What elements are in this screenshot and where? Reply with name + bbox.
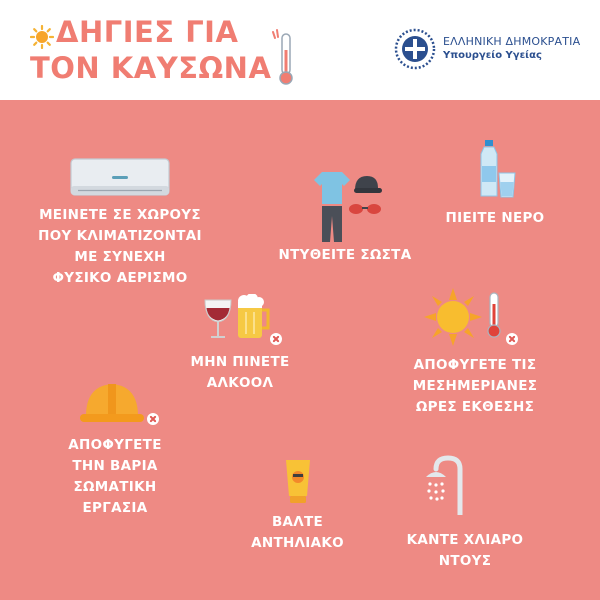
sunscreen-icon [284,458,312,504]
thermometer-icon [270,28,296,88]
tip-sun-label: ΑΠΟΦΥΓΕΤΕ ΤΙΣ ΜΕΣΗΜΕΡΙΑΝΕΣ ΩΡΕΣ ΕΚΘΕΣΗΣ [412,357,538,415]
tip-alcohol-label: ΜΗΝ ΠΙΝΕΤΕ ΑΛΚΟΟΛ [190,354,290,391]
cap-icon [352,174,382,196]
thermometer-icon [486,292,502,338]
air-conditioner-icon [70,158,170,198]
tip-work-label: ΑΠΟΦΥΓΕΤΕ ΤΗΝ ΒΑΡΙΑ ΣΩΜΑΤΙΚΗ ΕΡΓΑΣΙΑ [68,437,162,516]
shower-icon [424,455,472,515]
sunglasses-icon [348,203,382,215]
tip-clothes-label: ΝΤΥΘΕΙΤΕ ΣΩΣΤΑ [278,247,412,263]
glass-icon [498,172,516,198]
prohibited-icon [147,413,159,425]
ministry-name [443,35,580,63]
page-title [30,14,271,86]
title-line-1: ΔΗΓΙΕΣ ΓΙΑ [56,15,239,49]
title-line-2: ΤΟΝ ΚΑΥΣΩΝΑ [30,51,272,85]
tip-sunscreen-label: ΒΑΛΤΕ ΑΝΤΗΛΙΑΚΟ [251,514,344,551]
org-line-2: Υπουργείο Υγείας [443,50,542,61]
prohibited-icon [506,333,518,345]
coat-of-arms-icon [394,28,436,70]
tip-water-label: ΠΙΕΙΤΕ ΝΕΡΟ [445,210,545,226]
hard-hat-icon [80,380,144,426]
beer-mug-icon [236,294,270,340]
tip-aircon-label: ΜΕΙΝΕΤΕ ΣΕ ΧΩΡΟΥΣ ΠΟΥ ΚΛΙΜΑΤΙΖΟΝΤΑΙ ΜΕ ΣΥΝΕΧΗ ΦΥΣΙΚΟ ΑΕΡΙΣΜΟ [38,207,202,286]
tshirt-icon [314,170,350,244]
sun-icon [30,21,52,43]
prohibited-icon [270,333,282,345]
org-line-1: ΕΛΛΗΝΙΚΗ ΔΗΜΟΚΡΑΤΙΑ [443,35,581,48]
wine-glass-icon [203,298,233,340]
sun-icon [424,288,482,346]
header [0,0,600,100]
tip-shower-label: ΚΑΝΤΕ ΧΛΙΑΡΟ ΝΤΟΥΣ [406,532,524,569]
